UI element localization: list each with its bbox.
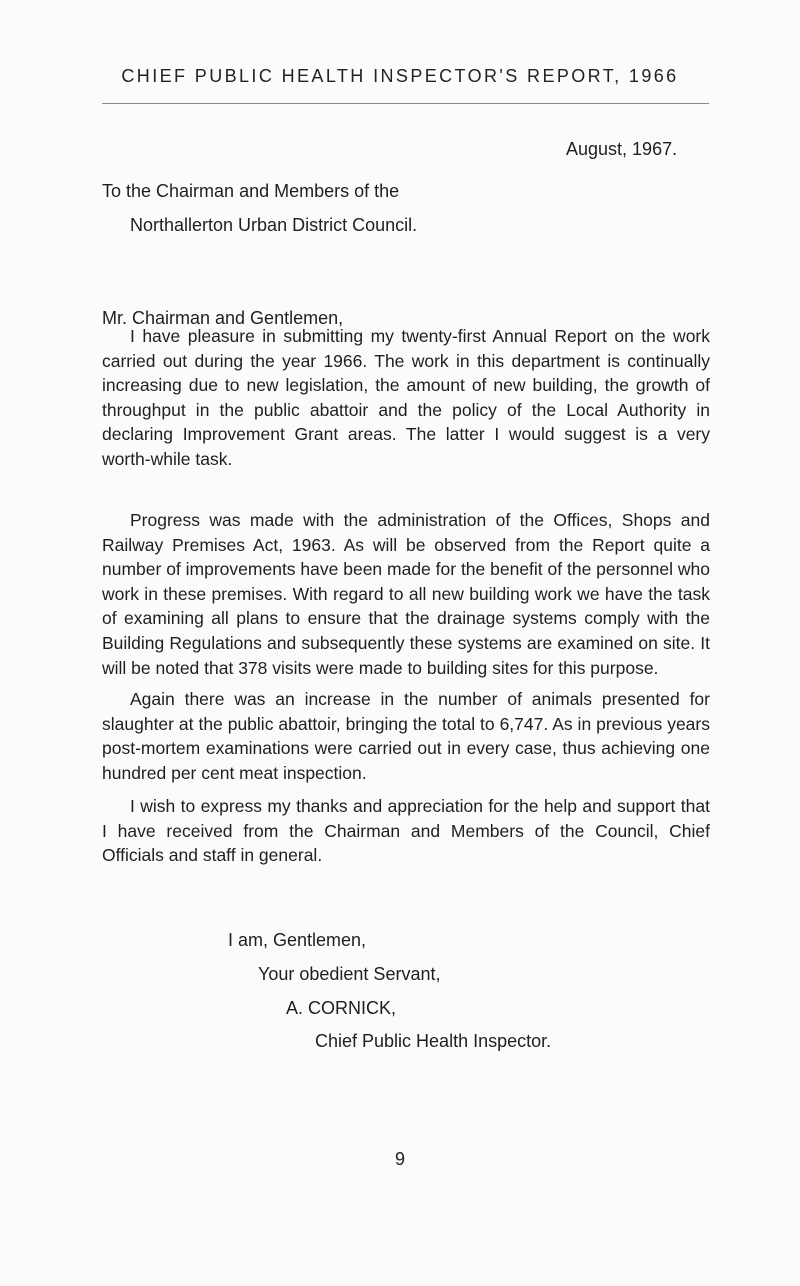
salutation: Mr. Chairman and Gentlemen, bbox=[102, 308, 344, 328]
paragraph-abattoir: Again there was an increase in the number of animals presented for slaughter at the public abattoir, bringing the total to 6,747. As in previous years post-mortem examinations were carried out in every case, thus achieving one hundred per cent meat inspection. bbox=[102, 689, 710, 783]
paragraph-intro: I have pleasure in submitting my twenty-first Annual Report on the work carried out during the year 1966. The work in this department is continually increasing due to new legislation, the amount of new building, the growth of throughput in the public abattoir and the policy of the Local Authority in declaring Improvement Grant areas. The latter I would suggest is a very worth-while task. bbox=[102, 326, 710, 469]
paragraph-offices-act: Progress was made with the administration of the Offices, Shops and Railway Premises Act, 1963. As will be observed from the Report quite a number of improvements have been made for the benefit of the personnel who work in these premises. With regard to all new building work we have the task of examining all plans to ensure that the drainage systems comply with the Building Regulations and subsequently these systems are examined on site. It will be noted that 378 visits were made to building sites for this purpose. bbox=[102, 510, 711, 678]
title-divider bbox=[102, 103, 709, 104]
page-number: 9 bbox=[394, 1149, 405, 1169]
signatory-title: Chief Public Health Inspector. bbox=[315, 1031, 552, 1051]
report-title: CHIEF PUBLIC HEALTH INSPECTOR'S REPORT, 1966 bbox=[121, 66, 679, 86]
letter-date: August, 1967. bbox=[566, 139, 678, 159]
paragraph-thanks: I wish to express my thanks and appreciation for the help and support that I have received from the Chairman and Members of the Council, Chief Officials and staff in general. bbox=[102, 796, 710, 866]
closing-line-2: Your obedient Servant, bbox=[258, 964, 441, 984]
address-line-2: Northallerton Urban District Council. bbox=[130, 215, 418, 235]
closing-line-1: I am, Gentlemen, bbox=[228, 930, 367, 950]
address-line-1: To the Chairman and Members of the bbox=[102, 181, 400, 201]
recipient-address bbox=[102, 174, 417, 242]
signatory-name: A. CORNICK, bbox=[286, 998, 397, 1018]
